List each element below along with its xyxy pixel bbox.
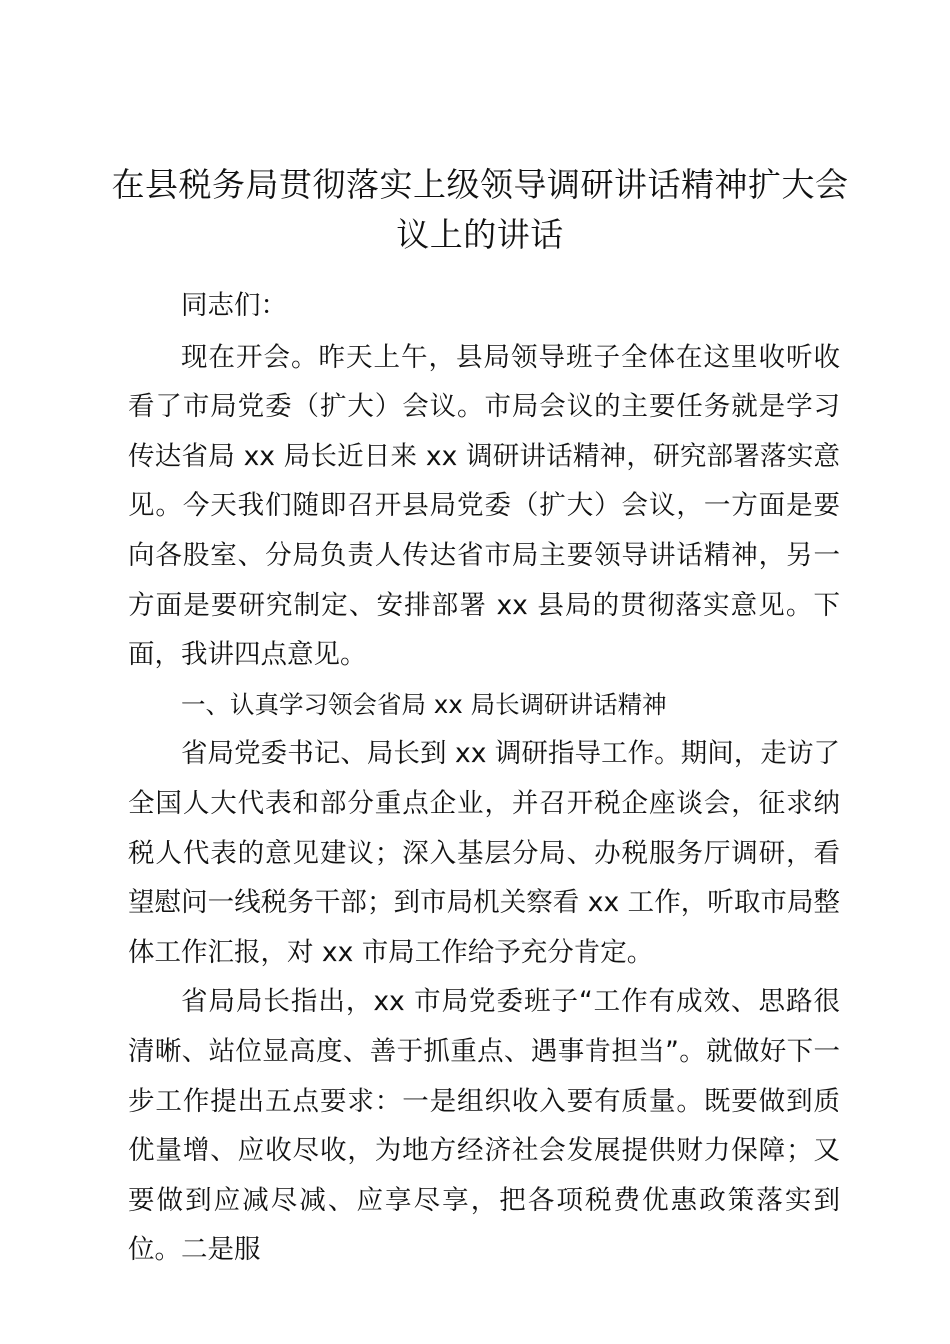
- document-body: [128, 281, 840, 1275]
- greeting: 同志们：: [181, 290, 287, 321]
- paragraph-requirements: 省局局长指出，xx 市局党委班子“工作有成效、思路很清晰、站位显高度、善于抓重点、遇事肯担当”。就做好下一步工作提出五点要求：一是组织收入要有质量。既要做到质优量增、应收尽收，为地方经济社会发展提供财力保障；又要做到应减尽减、应享尽享，把各项税费优惠政策落实到位。二是服: [128, 986, 840, 1266]
- paragraph-intro: 现在开会。昨天上午，县局领导班子全体在这里收听收看了市局党委（扩大）会议。市局会议的主要任务就是学习传达省局 xx 局长近日来 xx 调研讲话精神，研究部署落实意见。今天我们随即召开县局党委（扩大）会议，一方面是要向各股室、分局负责人传达省市局主要领导讲话精神，另一方面是要研究制定、安排部署 xx 县局的贯彻落实意见。下面，我讲四点意见。: [128, 341, 840, 671]
- section-heading-1: 一、认真学习领会省局 xx 局长调研讲话精神: [181, 689, 667, 719]
- document-title: 在县税务局贯彻落实上级领导调研讲话精神扩大会议上的讲话: [111, 165, 849, 254]
- paragraph-visit: 省局党委书记、局长到 xx 调研指导工作。期间，走访了全国人大代表和部分重点企业，并召开税企座谈会，征求纳税人代表的意见建议；深入基层分局、办税服务厅调研，看望慰问一线税务干部；到市局机关察看 xx 工作，听取市局整体工作汇报，对 xx 市局工作给予充分肯定。: [128, 738, 840, 968]
